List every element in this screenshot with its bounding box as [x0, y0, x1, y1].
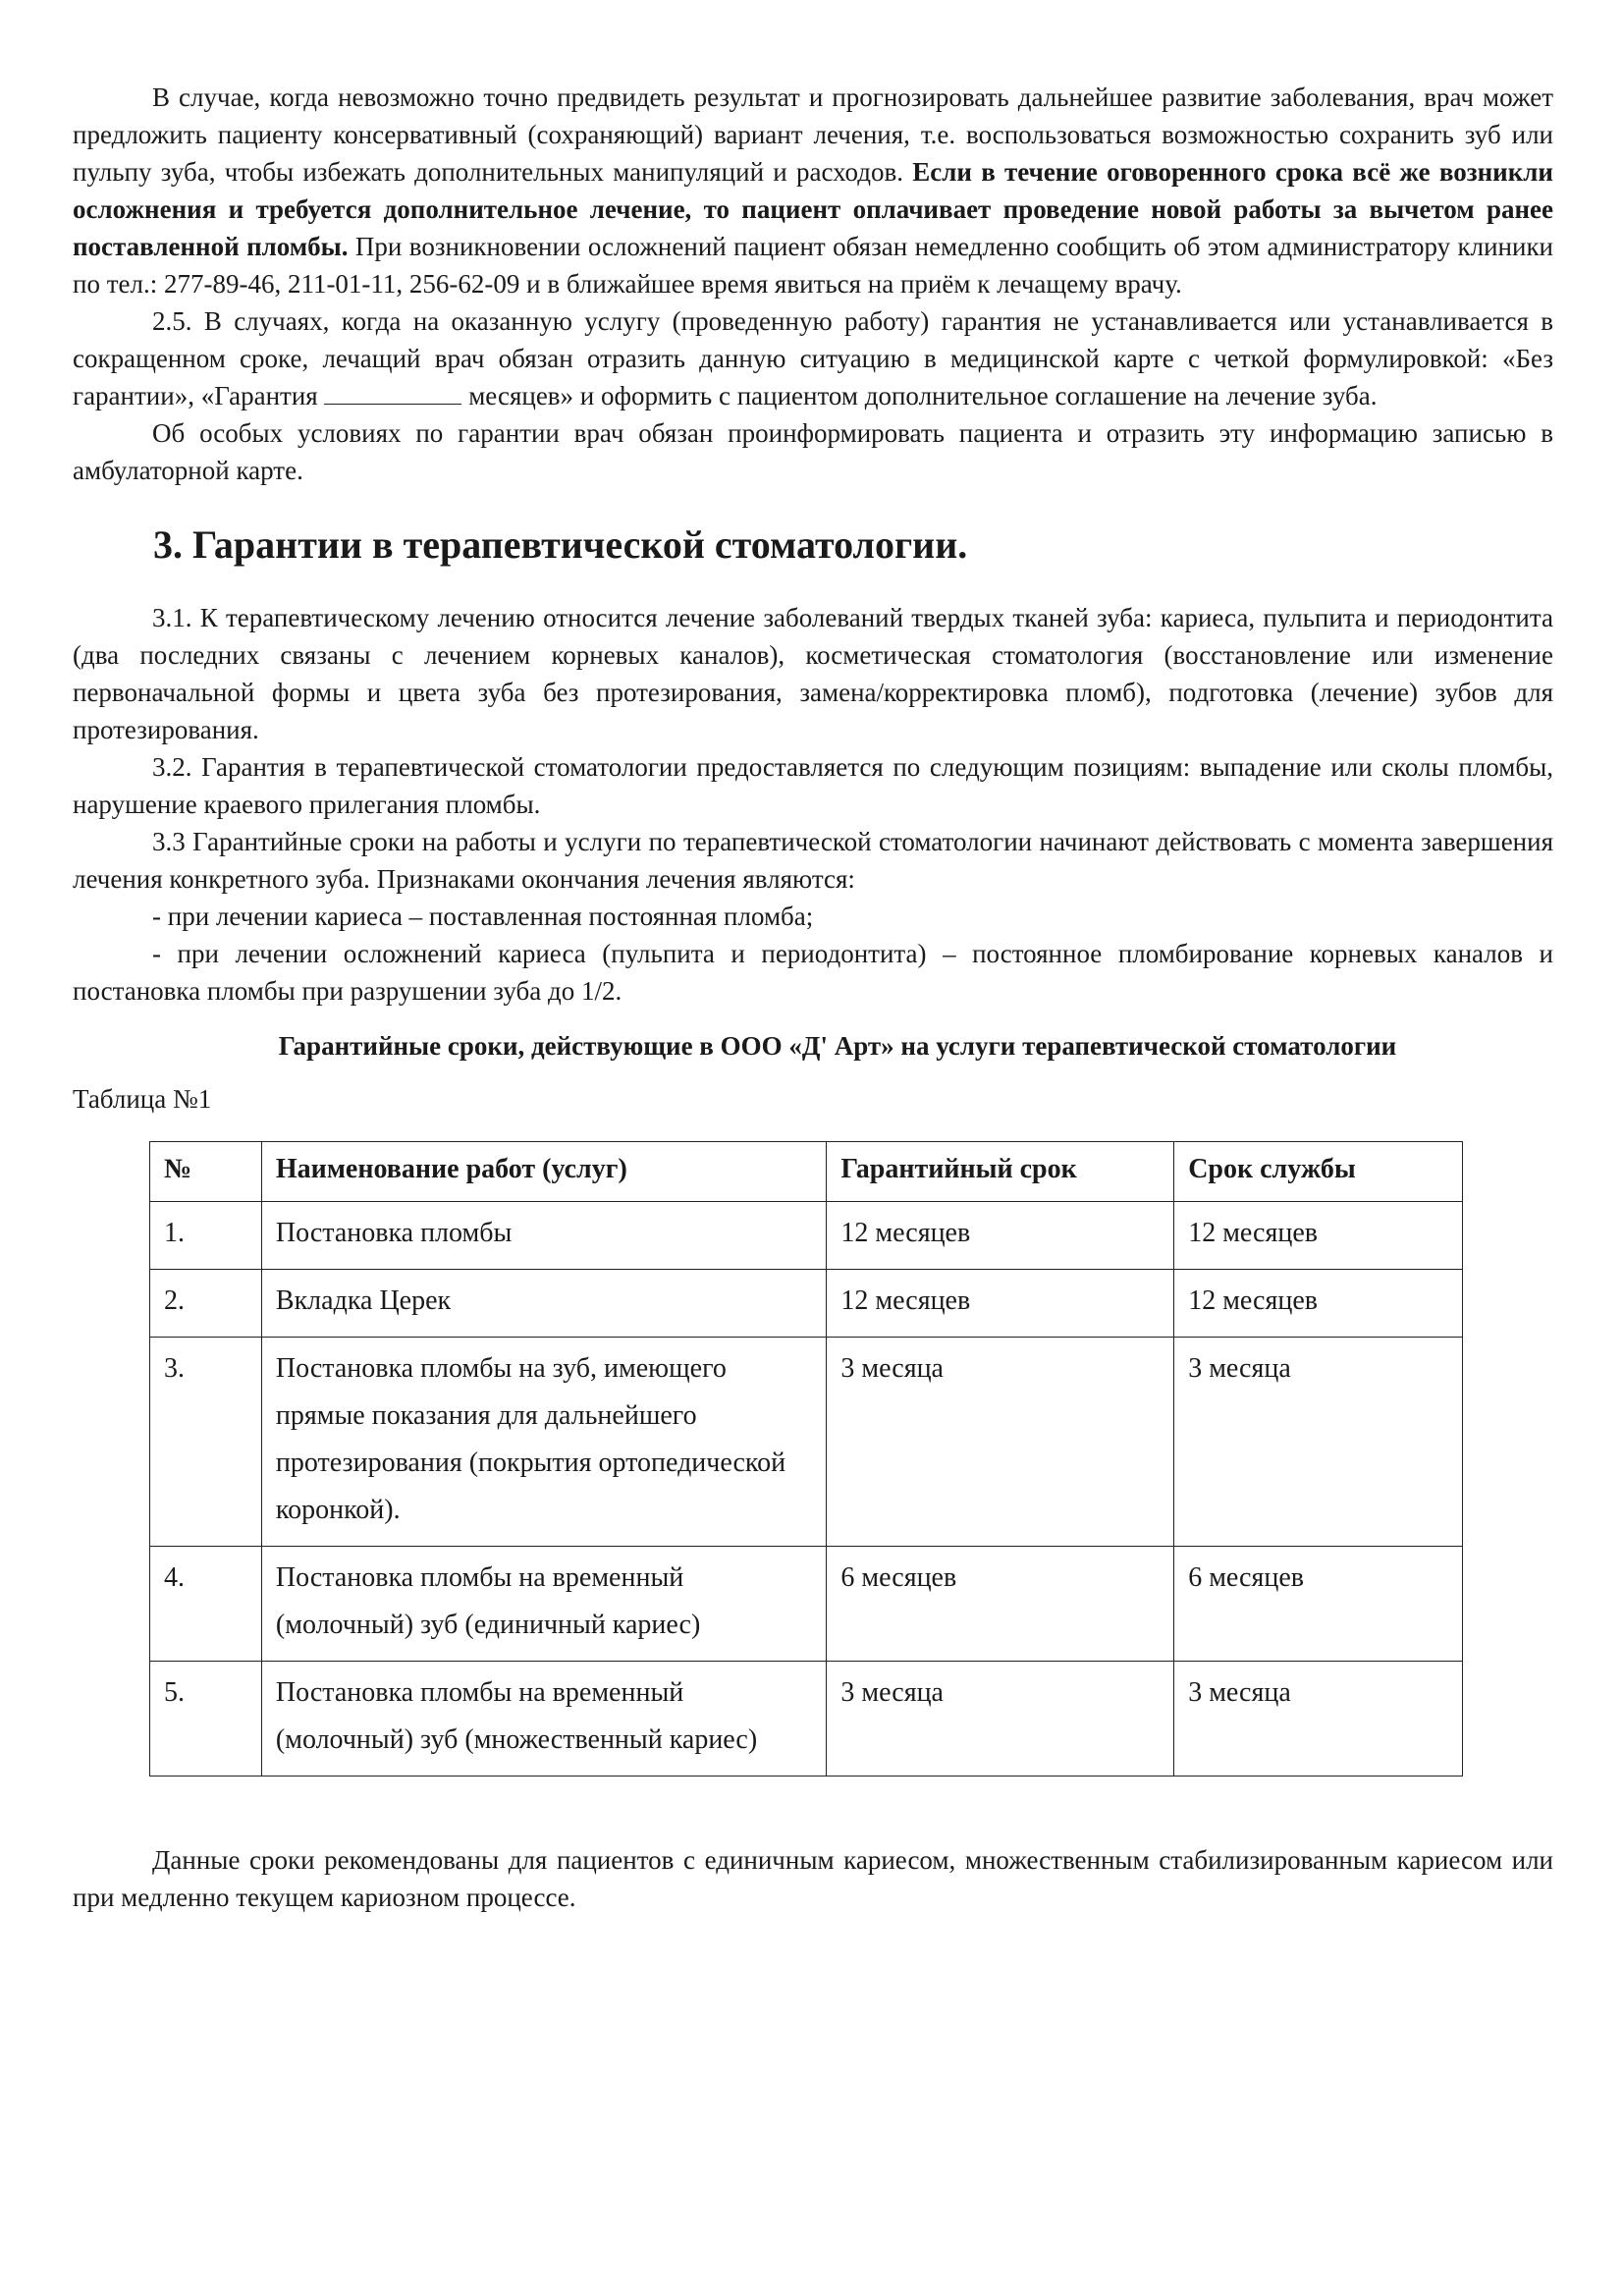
cell-service-name: Постановка пломбы на зуб, имеющего прямые показания для дальнейшего протезирования (покрытия ортопедической коронкой).: [261, 1338, 827, 1547]
cell-service-name: Постановка пломбы: [261, 1202, 827, 1270]
cell-warranty-term: 3 месяца: [827, 1662, 1174, 1777]
cell-number: 3.: [150, 1338, 262, 1547]
clause-2-5-text-b: месяцев» и оформить с пациентом дополнительное соглашение на лечение зуба.: [468, 381, 1378, 410]
header-warranty-term: Гарантийный срок: [827, 1142, 1174, 1202]
cell-number: 2.: [150, 1270, 262, 1338]
cell-service-name: Постановка пломбы на временный (молочный) зуб (единичный кариес): [261, 1547, 827, 1662]
header-service-life: Срок службы: [1174, 1142, 1463, 1202]
special-conditions-paragraph: Об особых условиях по гарантии врач обязан проинформировать пациента и отразить эту информацию записью в амбулаторной карте.: [73, 418, 1553, 485]
cell-service-life: 12 месяцев: [1174, 1270, 1463, 1338]
list-item: - при лечении осложнений кариеса (пульпита и периодонтита) – постоянное пломбирование корневых каналов и постановка пломбы при разрушении зуба до 1/2.: [73, 939, 1553, 1006]
table-row: [150, 1547, 1463, 1662]
intro-text-a: В случае, когда невозможно точно предвидеть результат и прогнозировать дальнейшее развитие заболевания, врач может предложить пациенту консервативный (сохраняющий) вариант лечения, т.е. воспользоваться возможностью сохранить зуб или пульпу зуба, чтобы избежать дополнительных манипуляций и расходов.: [73, 82, 1553, 187]
table-title: Гарантийные сроки, действующие в ООО «Д' Арт» на услуги терапевтической стоматологии: [278, 1031, 1397, 1061]
cell-service-name: Вкладка Церек: [261, 1270, 827, 1338]
clause-2-5: [73, 302, 1553, 414]
cell-number: 4.: [150, 1547, 262, 1662]
table-row: [150, 1662, 1463, 1777]
table-row: [150, 1202, 1463, 1270]
table-row: [150, 1270, 1463, 1338]
cell-warranty-term: 6 месяцев: [827, 1547, 1174, 1662]
clause-3-2: 3.2. Гарантия в терапевтической стоматологии предоставляется по следующим позициям: выпадение или сколы пломбы, нарушение краевого прилегания пломбы.: [73, 752, 1553, 819]
intro-text-bold: Если в течение оговоренного срока всё же возникли осложнения и требуется дополнительное лечение, то пациент оплачивает проведение новой работы за вычетом ранее поставленной пломбы.: [73, 157, 1553, 261]
intro-paragraph-1: [73, 79, 1553, 302]
header-number: №: [150, 1142, 262, 1202]
cell-warranty-term: 12 месяцев: [827, 1270, 1174, 1338]
cell-warranty-term: 12 месяцев: [827, 1202, 1174, 1270]
warranty-table: [149, 1141, 1463, 1777]
document-page: [73, 79, 1553, 1916]
footnote-paragraph: Данные сроки рекомендованы для пациентов с единичным кариесом, множественным стабилизированным кариесом или при медленно текущем кариозном процессе.: [73, 1845, 1553, 1912]
header-service-name: Наименование работ (услуг): [261, 1142, 827, 1202]
cell-warranty-term: 3 месяца: [827, 1338, 1174, 1547]
list-item: - при лечении кариеса – поставленная постоянная пломба;: [152, 902, 814, 931]
clause-3-3: 3.3 Гарантийные сроки на работы и услуги по терапевтической стоматологии начинают действовать с момента завершения лечения конкретного зуба. Признаками окончания лечения являются:: [73, 827, 1553, 894]
intro-text-b: При возникновении осложнений пациент обязан немедленно сообщить об этом администратору клиники по тел.: 277-89-46, 211-01-11, 256-62-09 и в ближайшее время явиться на приём к лечащему врачу.: [73, 232, 1554, 299]
cell-service-name: Постановка пломбы на временный (молочный) зуб (множественный кариес): [261, 1662, 827, 1777]
clause-3-1: 3.1. К терапевтическому лечению относится лечение заболеваний твердых тканей зуба: кариеса, пульпита и периодонтита (два последних связаны с лечением корневых каналов), косметическая стоматология (восстановление или изменение первоначальной формы и цвета зуба без протезирования, замена/корректировка пломб), подготовка (лечение) зубов для протезирования.: [73, 603, 1553, 744]
section-3-heading: 3. Гарантии в терапевтической стоматологии.: [153, 522, 968, 567]
cell-service-life: 12 месяцев: [1174, 1202, 1463, 1270]
cell-service-life: 3 месяца: [1174, 1338, 1463, 1547]
table-row: [150, 1338, 1463, 1547]
blank-line: [324, 382, 461, 405]
cell-service-life: 6 месяцев: [1174, 1547, 1463, 1662]
table-label: Таблица №1: [73, 1084, 212, 1114]
cell-number: 5.: [150, 1662, 262, 1777]
cell-number: 1.: [150, 1202, 262, 1270]
table-header-row: [150, 1142, 1463, 1202]
cell-service-life: 3 месяца: [1174, 1662, 1463, 1777]
clause-2-5-text-a: 2.5. В случаях, когда на оказанную услугу (проведенную работу) гарантия не устанавливается или устанавливается в сокращенном сроке, лечащий врач обязан отразить данную ситуацию в медицинской карте с четкой формулировкой: «Без гарантии», «Гарантия: [73, 306, 1553, 410]
